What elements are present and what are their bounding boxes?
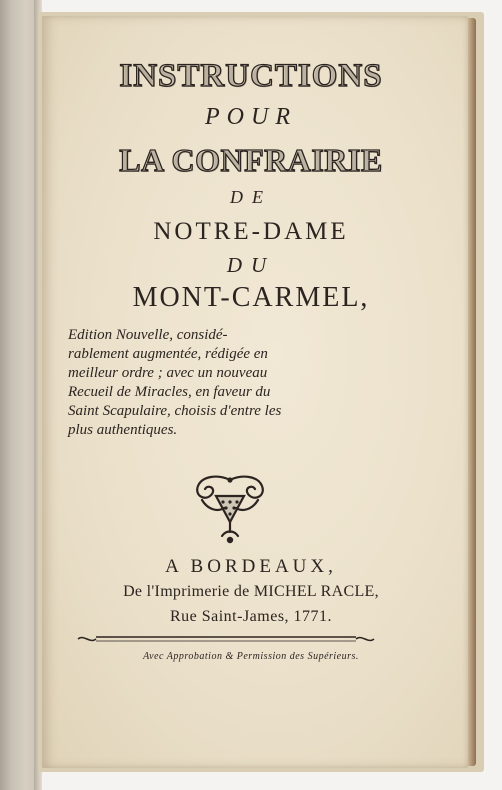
title-confrairie: LA CONFRAIRIE: [119, 142, 383, 178]
imprint-place: A BORDEAUX,: [165, 556, 337, 577]
title-notre-dame: NOTRE-DAME: [153, 218, 349, 245]
title-mont-carmel: MONT-CARMEL,: [132, 282, 370, 313]
approbation-note: Avec Approbation & Permission des Supérieurs.: [143, 651, 359, 662]
edition-line: Saint Scapulaire, choisis d'entre les: [68, 403, 282, 419]
edition-description: [68, 326, 408, 440]
imprint-address: Rue Saint-James, 1771.: [169, 608, 333, 625]
title-pour: POUR: [205, 104, 297, 130]
decorative-rule: [76, 632, 376, 646]
edition-line: Recueil de Miracles, en faveur du: [68, 384, 271, 400]
imprint-printer: De l'Imprimerie de MICHEL RACLE,: [123, 583, 379, 600]
title-de: DE: [230, 187, 272, 207]
edition-line: Edition Nouvelle, considé-: [68, 327, 228, 343]
edition-line: meilleur ordre ; avec un nouveau: [68, 365, 268, 381]
title-du: DU: [226, 253, 276, 277]
title-instructions: INSTRUCTIONS: [119, 58, 383, 94]
edition-line: rablement augmentée, rédigée en: [68, 346, 268, 362]
edition-line: plus authentiques.: [68, 422, 178, 438]
fleuron-ornament-icon: [188, 470, 272, 550]
